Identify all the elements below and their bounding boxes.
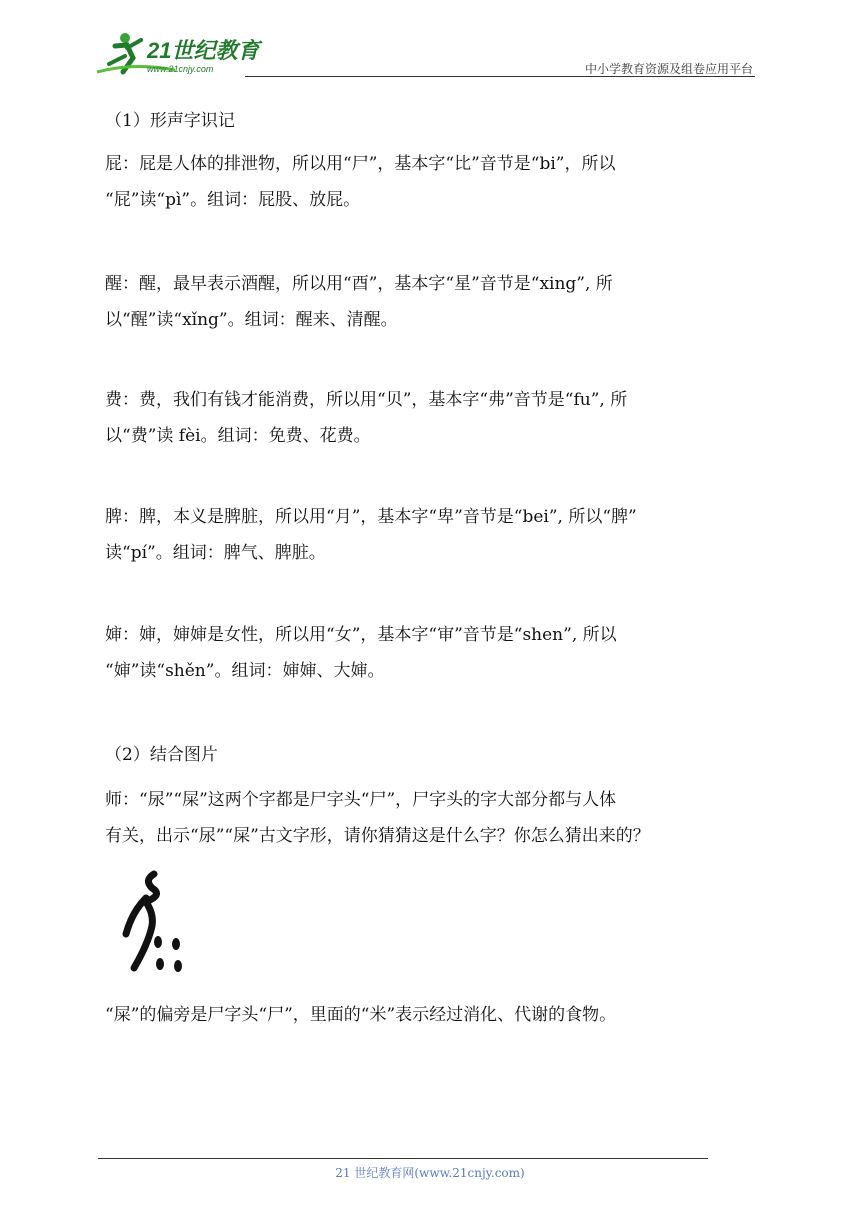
caption-line: “屎”的偏旁是尸字头“尸”，里面的“米”表示经过消化、代谢的食物。 <box>105 1005 617 1025</box>
entry-shen <box>105 617 765 689</box>
paragraph-line: 师：“尿”“屎”这两个字都是尸字头“尸”，尸字头的字大部分都与人体 <box>105 790 617 810</box>
svg-text:21世纪教育: 21世纪教育 <box>147 38 260 63</box>
entry-pi-spleen <box>105 499 765 571</box>
entry-line: “婶”读“shěn”。组词：婶婶、大婶。 <box>105 661 385 681</box>
section2-heading: （2）结合图片 <box>105 745 218 765</box>
entry-line: 脾：脾，本义是脾脏，所以用“月”，基本字“卑”音节是“bei”, 所以“脾” <box>105 507 637 527</box>
entry-fei <box>105 382 765 454</box>
entry-line: 婶：婶，婶婶是女性，所以用“女”，基本字“审”音节是“shen”, 所以 <box>105 625 617 645</box>
entry-line: 以“费”读 fèi。组词：免费、花费。 <box>105 426 371 446</box>
logo-21cnjy <box>95 28 265 78</box>
shi-explanation <box>105 997 765 1033</box>
entry-xing <box>105 266 765 338</box>
entry-line: 费：费，我们有钱才能消费，所以用“贝”，基本字“弗”音节是“fu”, 所 <box>105 390 628 410</box>
teacher-paragraph <box>105 782 765 854</box>
entry-line: “屁”读“pì”。组词：屁股、放屁。 <box>105 190 361 210</box>
footer-rule <box>98 1158 708 1159</box>
paragraph-line: 有关，出示“尿”“屎”古文字形，请你猜猜这是什么字？你怎么猜出来的？ <box>105 826 650 846</box>
entry-line: 醒：醒，最早表示酒醒，所以用“酉”，基本字“星”音节是“xing”, 所 <box>105 274 613 294</box>
entry-line: 读“pí”。组词：脾气、脾脏。 <box>105 543 326 563</box>
entry-pi <box>105 146 765 218</box>
header-platform-text: 中小学教育资源及组卷应用平台 <box>584 62 753 76</box>
footer-site-link[interactable]: 21 世纪教育网(www.21cnjy.com) <box>335 1166 525 1180</box>
svg-text:www.21cnjy.com: www.21cnjy.com <box>147 64 214 74</box>
page-header <box>95 28 755 80</box>
entry-line: 以“醒”读“xǐng”。组词：醒来、清醒。 <box>105 310 398 330</box>
entry-line: 屁：屁是人体的排泄物，所以用“尸”，基本字“比”音节是“bi”，所以 <box>105 154 616 174</box>
section1-heading: （1）形声字识记 <box>105 111 235 131</box>
ancient-shi-character-image <box>112 868 192 980</box>
